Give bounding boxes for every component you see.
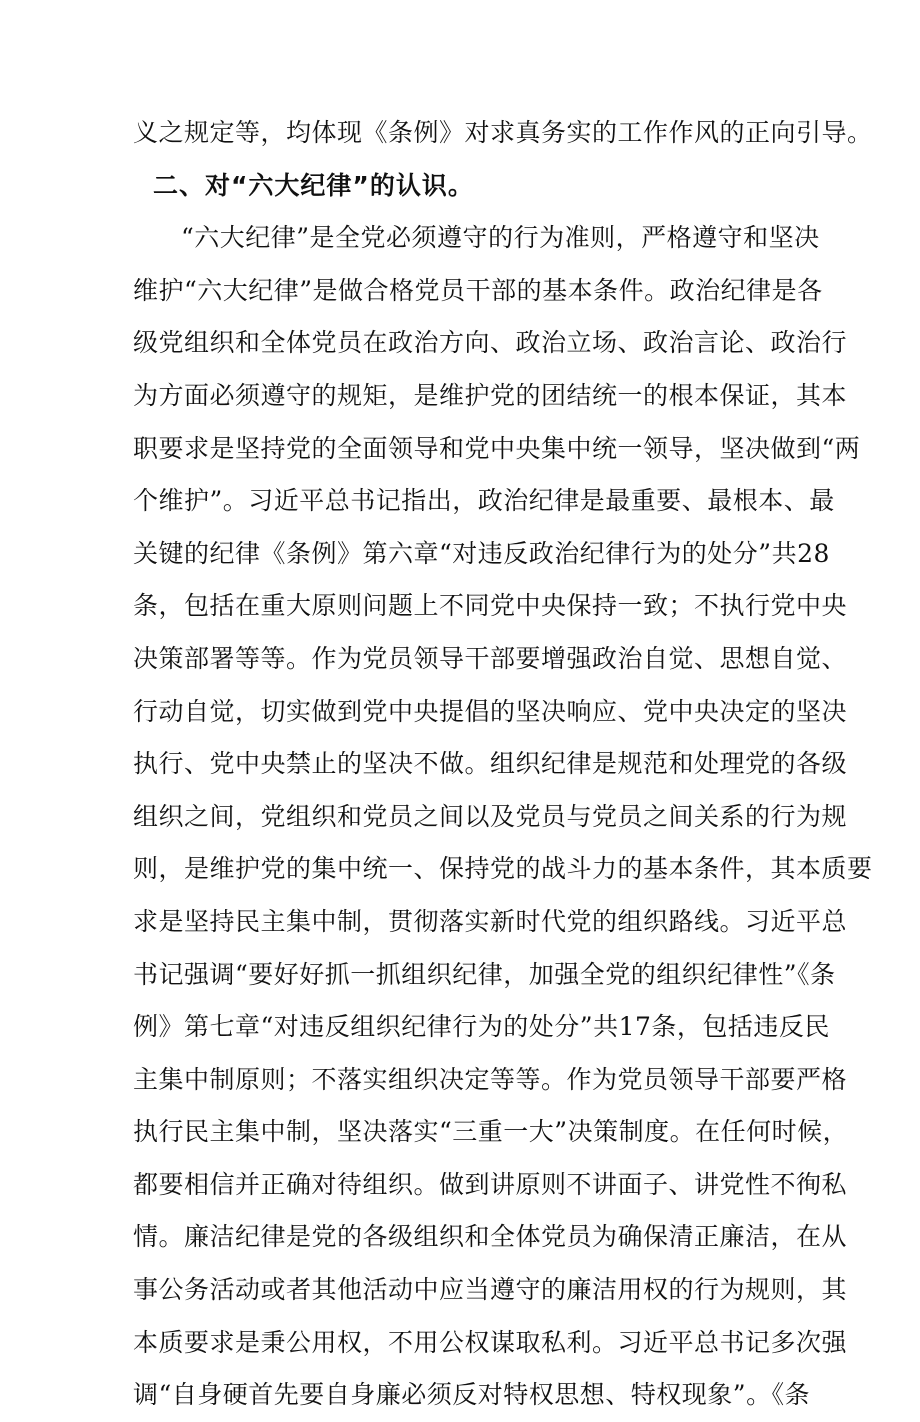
body-line: 例》第七章“对违反组织纪律行为的处分”共17条，包括违反民 bbox=[133, 1012, 830, 1042]
body-line: 都要相信并正确对待组织。做到讲原则不讲面子、讲党性不徇私 bbox=[133, 1169, 848, 1199]
body-line: 调“自身硬首先要自身廉必须反对特权思想、特权现象”。《条 bbox=[133, 1380, 811, 1410]
body-line: 条，包括在重大原则问题上不同党中央保持一致；不执行党中央 bbox=[133, 591, 848, 621]
body-line: 主集中制原则；不落实组织决定等等。作为党员领导干部要严格 bbox=[133, 1064, 848, 1094]
body-line: 为方面必须遵守的规矩，是维护党的团结统一的根本保证，其本 bbox=[133, 380, 848, 410]
body-line: 维护“六大纪律”是做合格党员干部的基本条件。政治纪律是各 bbox=[133, 275, 823, 305]
body-line: 情。廉洁纪律是党的各级组织和全体党员为确保清正廉洁，在从 bbox=[133, 1222, 848, 1252]
body-line: 执行民主集中制，坚决落实“三重一大”决策制度。在任何时候， bbox=[133, 1117, 849, 1147]
body-line: 关键的纪律《条例》第六章“对违反政治纪律行为的处分”共28 bbox=[133, 538, 830, 568]
body-line: 行动自觉，切实做到党中央提倡的坚决响应、党中央决定的坚决 bbox=[133, 696, 848, 726]
body-line: 事公务活动或者其他活动中应当遵守的廉洁用权的行为规则，其 bbox=[133, 1275, 848, 1305]
body-line: 求是坚持民主集中制，贯彻落实新时代党的组织路线。习近平总 bbox=[133, 906, 848, 936]
body-line: “六大纪律”是全党必须遵守的行为准则，严格遵守和坚决 bbox=[181, 223, 820, 253]
document-text bbox=[133, 107, 873, 1422]
body-line: 职要求是坚持党的全面领导和党中央集中统一领导，坚决做到“两 bbox=[133, 433, 861, 463]
body-line: 个维护”。习近平总书记指出，政治纪律是最重要、最根本、最 bbox=[133, 486, 835, 516]
body-line: 决策部署等等。作为党员领导干部要增强政治自觉、思想自觉、 bbox=[133, 643, 848, 673]
body-line: 本质要求是秉公用权，不用公权谋取私利。习近平总书记多次强 bbox=[133, 1327, 848, 1357]
body-line: 级党组织和全体党员在政治方向、政治立场、政治言论、政治行 bbox=[133, 328, 848, 358]
section-heading: 二、对“六大纪律”的认识。 bbox=[153, 170, 474, 200]
body-line: 组织之间，党组织和党员之间以及党员与党员之间关系的行为规 bbox=[133, 801, 848, 831]
body-line: 书记强调“要好好抓一抓组织纪律，加强全党的组织纪律性”《条 bbox=[133, 959, 836, 989]
body-line: 则，是维护党的集中统一、保持党的战斗力的基本条件，其本质要 bbox=[133, 854, 873, 884]
intro-line: 义之规定等，均体现《条例》对求真务实的工作作风的正向引导。 bbox=[133, 118, 873, 147]
body-line: 执行、党中央禁止的坚决不做。组织纪律是规范和处理党的各级 bbox=[133, 749, 848, 779]
